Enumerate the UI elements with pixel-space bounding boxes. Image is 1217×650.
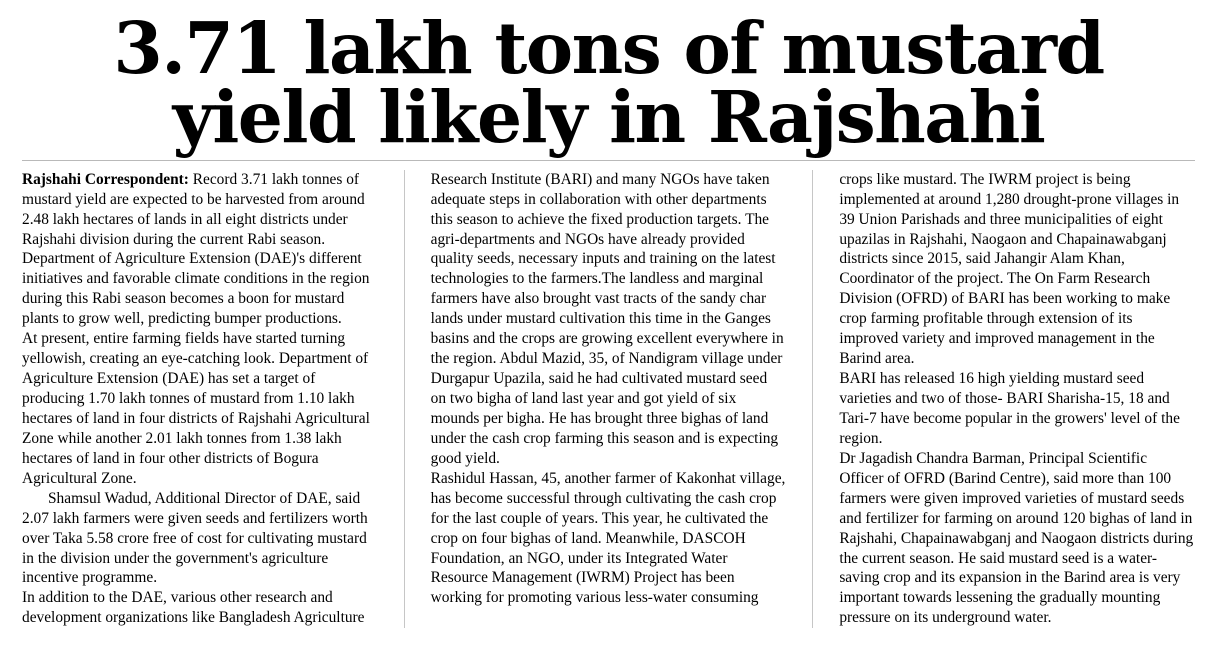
paragraph: In addition to the DAE, various other research and development organizations like Bangladesh Agriculture xyxy=(22,589,365,627)
article-column-3 xyxy=(839,170,1195,629)
paragraph: At present, entire farming fields have started turning yellowish, creating an eye-catching look. Department of Agriculture Extension (DAE) has set a target of producing 1.70 lakh tonnes of mustard from 1.10 lakh hectares of land in four districts of Rajshahi Agricultural Zone while another 2.01 lakh tonnes from 1.38 lakh hectares of land in four other districts of Bogura Agricultural Zone. xyxy=(22,330,370,487)
article-columns xyxy=(22,170,1195,629)
divider xyxy=(22,160,1195,161)
paragraph: Rashidul Hassan, 45, another farmer of Kakonhat village, has become successful through cultivating the cash crop for the last couple of years. This year, he cultivated the crop on four bighas of land. Meanwhile, DASCOH Foundation, an NGO, under its Integrated Water Resource Management (IWRM) Project has been working for promoting various less-water consuming xyxy=(430,469,786,607)
lead-body: Record 3.71 lakh tonnes of mustard yield are expected to be harvested from around 2.48 lakh hectares of lands in all eight districts under Rajshahi division during the current Rabi season. Department of Agriculture Extension (DAE)'s different initiatives and favorable climate conditions in the region during this Rabi season becomes a boon for mustard plants to grow well, predicting bumper productions. xyxy=(22,170,370,328)
article-column-2 xyxy=(431,170,787,609)
paragraph: BARI has released 16 high yielding mustard seed varieties and two of those- BARI Sharisha-15, 18 and Tari-7 have become popular in the growers' level of the region. xyxy=(839,370,1180,447)
paragraph: Research Institute (BARI) and many NGOs have taken adequate steps in collaboration with other departments this season to achieve the fixed production targets. The agri-departments and NGOs have already provided quality seeds, necessary inputs and training on the latest technologies to the farmers.The landless and marginal farmers have also brought vast tracts of the sandy char lands under mustard cultivation this time in the Ganges basins and the crops are growing excellent everywhere in the region. Abdul Mazid, 35, of Nandigram village under Durgapur Upazila, said he had cultivated mustard seed on two bigha of land last year and got yield of six mounds per bigha. He has brought three bighas of land under the cash crop farming this season and is expecting good yield. xyxy=(430,170,784,467)
paragraph: Dr Jagadish Chandra Barman, Principal Scientific Officer of OFRD (Barind Centre), said more than 100 farmers were given improved varieties of mustard seeds and fertilizer for farming on around 120 bighas of land in Rajshahi, Chapainawabganj and Naogaon districts during the current season. He said mustard seed is a water-saving crop and its expansion in the Barind area is very important towards lessening the gradually mounting pressure on its underground water. xyxy=(839,449,1194,627)
headline-line-1: 3.71 lakh tons of mustard xyxy=(113,6,1104,90)
page-title xyxy=(22,6,1195,159)
headline-line-2: yield likely in Rajshahi xyxy=(172,74,1045,159)
byline: Rajshahi Correspondent: xyxy=(22,170,189,188)
column-divider xyxy=(404,170,405,629)
lead-paragraph xyxy=(22,170,378,330)
paragraph-text: Shamsul Wadud, Additional Director of DAE, said 2.07 lakh farmers were given seeds and fertilizers worth over Taka 5.58 crore free of cost for cultivating mustard in the division under the government's agriculture incentive programme. xyxy=(22,489,368,587)
paragraph: crops like mustard. The IWRM project is being implemented at around 1,280 drought-prone villages in 39 Union Parishads and three municipalities of eight upazilas in Rajshahi, Naogaon and Chapainawabganj districts since 2015, said Jahangir Alam Khan, Coordinator of the project. The On Farm Research Division (OFRD) of BARI has been working to make crop farming profitable through extension of its improved variety and improved management in the Barind area. xyxy=(839,170,1180,368)
article-column-1 xyxy=(22,170,378,629)
paragraph xyxy=(22,489,378,589)
column-divider xyxy=(812,170,813,629)
